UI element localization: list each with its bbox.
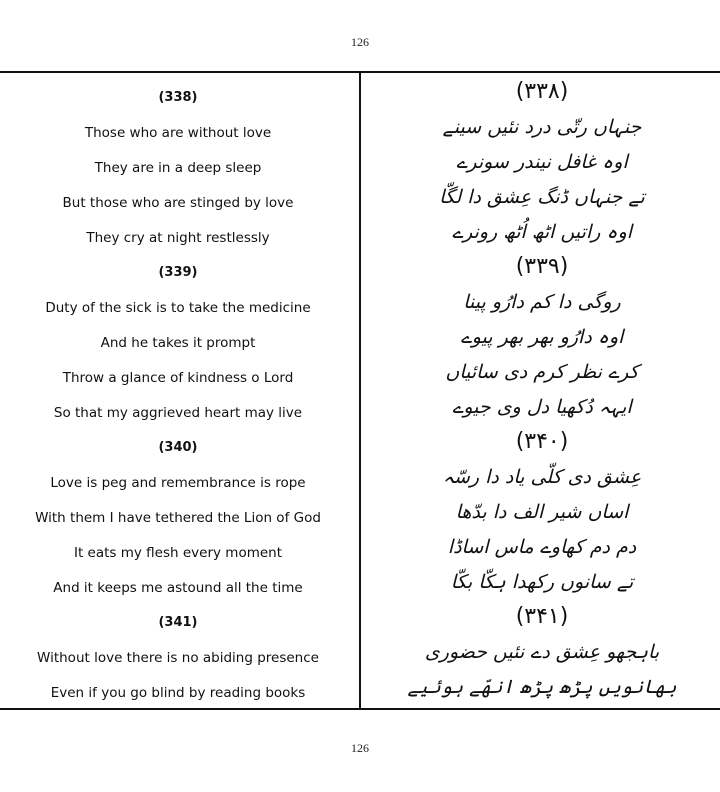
urdu-verse-number: (۳۳۹): [515, 254, 569, 279]
urdu-verse-line: عِشق دی کلّی یاد دا رسّہ: [442, 465, 642, 488]
urdu-verse-line: بھانویں پڑھ پڑھ انھّے ہوئیے: [407, 675, 677, 698]
english-verse-line: And he takes it prompt: [100, 334, 256, 351]
urdu-verse-number: (۳۴۱): [515, 604, 569, 629]
english-translation-column: [0, 80, 356, 710]
english-verse-number: (338): [158, 90, 198, 105]
english-verse-line: Love is peg and remembrance is rope: [50, 474, 306, 491]
english-verse-line: Duty of the sick is to take the medicine: [45, 299, 311, 316]
page-number-top: 126: [351, 35, 369, 49]
english-verse-line: Throw a glance of kindness o Lord: [62, 369, 294, 386]
urdu-verse-line: باہجھو عِشق دے نئیں حضوری: [424, 640, 660, 663]
english-verse-line: But those who are stinged by love: [62, 194, 294, 211]
urdu-verse-line: اوہ دارُو بھر بھر پیوے: [460, 325, 624, 348]
urdu-verse-line: جنہاں رتّی درد نئیں سینے: [442, 115, 642, 138]
urdu-verse-line: اوہ غافل نیندر سونرے: [456, 150, 628, 173]
english-verse-line: Even if you go blind by reading books: [50, 684, 306, 701]
english-verse-number: (339): [158, 265, 198, 280]
english-verse-number: (340): [158, 440, 198, 455]
column-divider: [359, 71, 361, 710]
english-verse-line: So that my aggrieved heart may live: [53, 404, 303, 421]
urdu-verse-line: تے جنہاں ڈنگ عِشق دا لگّا: [439, 185, 645, 208]
english-verse-line: Those who are without love: [84, 124, 272, 141]
urdu-verse-line: کرے نظر کرم دی سائیاں: [445, 360, 639, 383]
urdu-verse-number: (۳۳۸): [515, 79, 569, 104]
english-verse-line: And it keeps me astound all the time: [53, 579, 303, 596]
urdu-verse-line: دم دم کھاوے ماس اساڈا: [447, 535, 637, 558]
english-verse-line: Without love there is no abiding presence: [37, 649, 319, 666]
english-verse-number: (341): [158, 615, 198, 630]
urdu-verse-column: [364, 74, 720, 704]
urdu-verse-line: اوہ راتیں اٹھ اُٹھ رونرے: [451, 220, 633, 243]
urdu-verse-line: روگی دا کم دارُو پینا: [463, 290, 621, 313]
english-verse-line: With them I have tethered the Lion of God: [35, 509, 321, 526]
urdu-verse-line: ایہہ دُکھیا دل وی جیوے: [452, 395, 632, 418]
bottom-rule: [0, 708, 720, 710]
english-verse-line: It eats my flesh every moment: [73, 544, 283, 561]
english-verse-line: They cry at night restlessly: [86, 229, 270, 246]
urdu-verse-line: اساں شیر الف دا بدّھا: [455, 500, 629, 523]
english-verse-line: They are in a deep sleep: [94, 159, 262, 176]
page-number-bottom: 126: [351, 741, 369, 755]
urdu-verse-number: (۳۴۰): [515, 429, 569, 454]
urdu-verse-line: تے سانوں رکھدا ہکّا بکّا: [450, 570, 634, 593]
